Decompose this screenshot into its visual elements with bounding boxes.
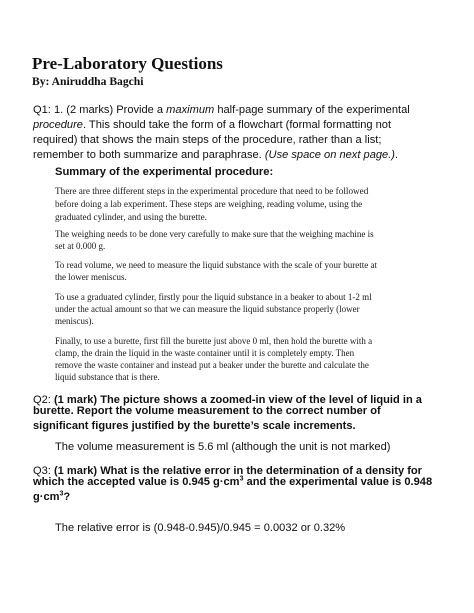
- q2-answer: The volume measurement is 5.6 ml (although the unit is not marked): [55, 441, 391, 453]
- q3-answer: The relative error is (0.948-0.945)/0.945 = 0.0032 or 0.32%: [55, 522, 346, 534]
- summary-para-5-line-1: Finally, to use a burette, first fill the burette just above 0 ml, then hold the burette with a: [55, 336, 373, 346]
- q3-line-2: [33, 476, 432, 488]
- q1-line-1-emphasis: maximum: [166, 104, 215, 116]
- q1-line-1-prefix: Q1: 1. (2 marks) Provide a: [33, 104, 167, 116]
- q1-line-1: [33, 104, 410, 116]
- summary-para-1-line-1: There are three different steps in the experimental procedure that need to be followed: [55, 186, 369, 196]
- summary-para-2-line-1: The weighing needs to be done very carefully to make sure that the weighing machine is: [55, 229, 374, 239]
- q3-line-3-prefix: g·cm: [33, 491, 60, 503]
- q1-line-4: [33, 149, 398, 161]
- q1-line-4-emphasis: (Use space on next page.): [264, 149, 395, 161]
- summary-para-3-line-2: the lower meniscus.: [55, 272, 127, 282]
- q1-line-3: required) that shows the main steps of the procedure, rather than a list;: [33, 134, 382, 146]
- summary-heading: Summary of the experimental procedure:: [55, 166, 274, 178]
- summary-para-4-line-1: To use a graduated cylinder, firstly pour the liquid substance in a beaker to about 1-2 ml: [55, 292, 372, 302]
- summary-para-4-line-3: meniscus).: [55, 316, 94, 326]
- q1-line-4-suffix: .: [394, 149, 399, 161]
- q2-line-3: significant figures justified by the burette’s scale increments.: [33, 420, 356, 432]
- summary-para-4-line-2: under the actual amount so that we can measure the liquid substance properly (lower: [55, 304, 360, 314]
- q1-line-2-suffix: . This should take the form of a flowchart (formal formatting not: [82, 119, 392, 131]
- q2-line-2: burette. Report the volume measurement to the correct number of: [33, 405, 381, 417]
- summary-para-5-line-3: remove the waste container and instead put a beaker under the burette and calculate the: [55, 360, 369, 370]
- q2-line-1-text: (1 mark) The picture shows a zoomed-in view of the level of liquid in a: [53, 394, 422, 406]
- summary-para-5-line-2: clamp, the drain the liquid in the waste container until it is completely empty. Then: [55, 348, 355, 358]
- q3-line-3: [33, 491, 70, 503]
- summary-para-1-line-2: before doing a lab experiment. These steps are weighing, reading volume, using the: [55, 199, 363, 209]
- q2-label: Q2:: [33, 394, 54, 406]
- q3-line-2-suffix: and the experimental value is 0.948: [243, 476, 433, 488]
- q3-line-3-suffix: ?: [63, 491, 71, 503]
- q1-line-1-suffix: half-page summary of the experimental: [214, 104, 410, 116]
- summary-para-5-line-4: liquid substance that is there.: [55, 372, 160, 382]
- q1-line-2-emphasis: procedure: [33, 119, 83, 131]
- summary-para-3-line-1: To read volume, we need to measure the liquid substance with the scale of your burette at: [55, 260, 378, 270]
- summary-para-2-line-2: set at 0.000 g.: [55, 241, 106, 251]
- q3-line-2-prefix: which the accepted value is 0.945 g·cm: [33, 476, 240, 488]
- q3-label: Q3:: [33, 465, 54, 477]
- q3-line-2-superscript: 3: [239, 475, 244, 483]
- summary-para-1-line-3: graduated cylinder, and using the burette.: [55, 212, 207, 222]
- q3-line-3-superscript: 3: [59, 490, 64, 498]
- q1-line-2: [33, 119, 391, 131]
- document-author: By: Aniruddha Bagchi: [32, 75, 144, 88]
- q1-line-4-prefix: remember to both summarize and paraphrase.: [33, 149, 265, 161]
- q3-line-1-text: (1 mark) What is the relative error in the determination of a density for: [53, 465, 422, 477]
- document-title: Pre-Laboratory Questions: [32, 54, 223, 73]
